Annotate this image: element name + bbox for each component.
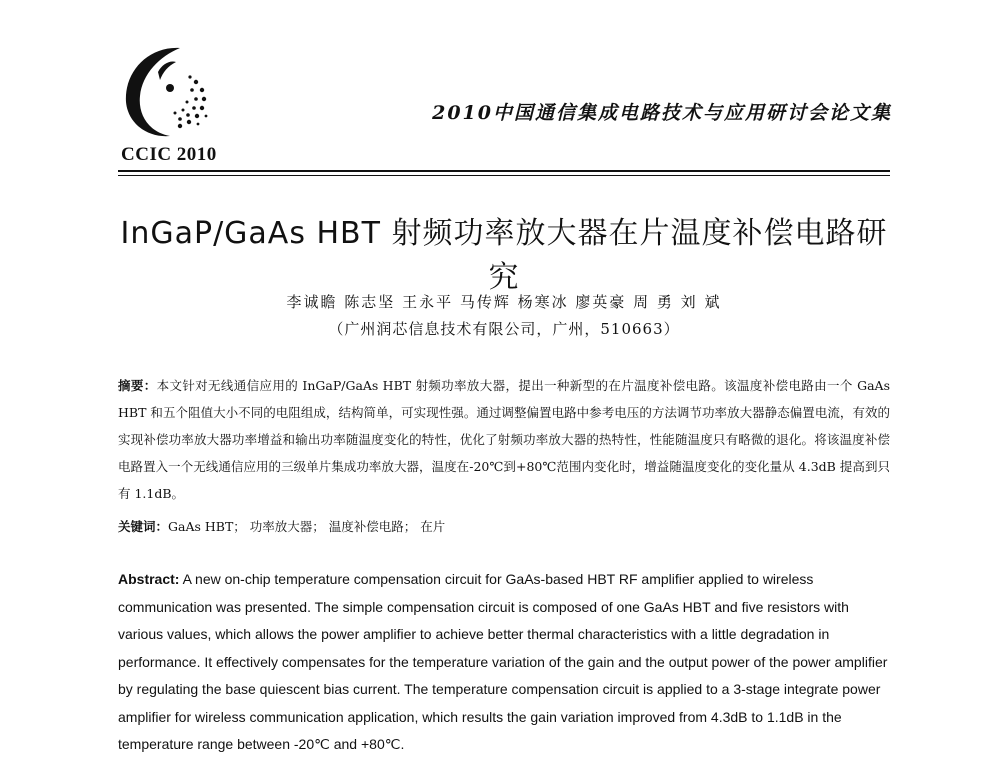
affiliation: （广州润芯信息技术有限公司，广州，510663） xyxy=(328,320,680,338)
header-rule-thin xyxy=(118,175,890,176)
paper-title: InGaP/GaAs HBT 射频功率放大器在片温度补偿电路研究 xyxy=(120,216,888,295)
abstract-cn-label: 摘要： xyxy=(118,378,157,393)
keywords xyxy=(118,513,890,540)
abstract-chinese xyxy=(118,372,890,507)
abstract-en-label: Abstract: xyxy=(118,571,180,587)
abstract-en-text: A new on-chip temperature compensation circuit for GaAs-based HBT RF amplifier applied to wireless communication was presented. The simple compensation circuit is composed of one GaAs HBT and five resistors with various values, which allows the power amplifier to achieve better thermal characteristics with a little degradation in performance. It effectively compensates for the temperature variation of the gain and the output power of the power amplifier by regulating the base quiescent bias current. The temperature compensation circuit is applied to a 3-stage integrate power amplifier for wireless communication application, which results the gain variation improved from 4.3dB to 1.1dB in the temperature range between -20℃ and +80℃. xyxy=(118,571,888,752)
ccic-logo-icon xyxy=(118,42,218,142)
author-list: 李诚瞻 陈志坚 王永平 马传辉 杨寒冰 廖英豪 周 勇 刘 斌 xyxy=(286,293,722,311)
keywords-label: 关键词： xyxy=(118,519,169,534)
keywords-text: GaAs HBT； 功率放大器； 温度补偿电路； 在片 xyxy=(168,519,446,534)
series-title: 2010中国通信集成电路技术与应用研讨会论文集 xyxy=(432,102,892,124)
conference-code: CCIC 2010 xyxy=(121,144,217,165)
header-rule xyxy=(118,170,890,172)
abstract-cn-text: 本文针对无线通信应用的 InGaP/GaAs HBT 射频功率放大器，提出一种新型的在片温度补偿电路。该温度补偿电路由一个 GaAs HBT 和五个阻值大小不同的电阻组成，结构简单，可实现性强。通过调整偏置电路中参考电压的方法调节功率放大器静态偏置电流，有效的实现补偿功率放大器功率增益和输出功率随温度变化的特性，优化了射频功率放大器的热特性，性能随温度只有略微的退化。将该温度补偿电路置入一个无线通信应用的三级单片集成功率放大器，温度在-20℃到+80℃范围内变化时，增益随温度变化的变化量从 4.3dB 提高到只有 1.1dB。 xyxy=(118,378,890,501)
abstract-english xyxy=(118,566,890,759)
